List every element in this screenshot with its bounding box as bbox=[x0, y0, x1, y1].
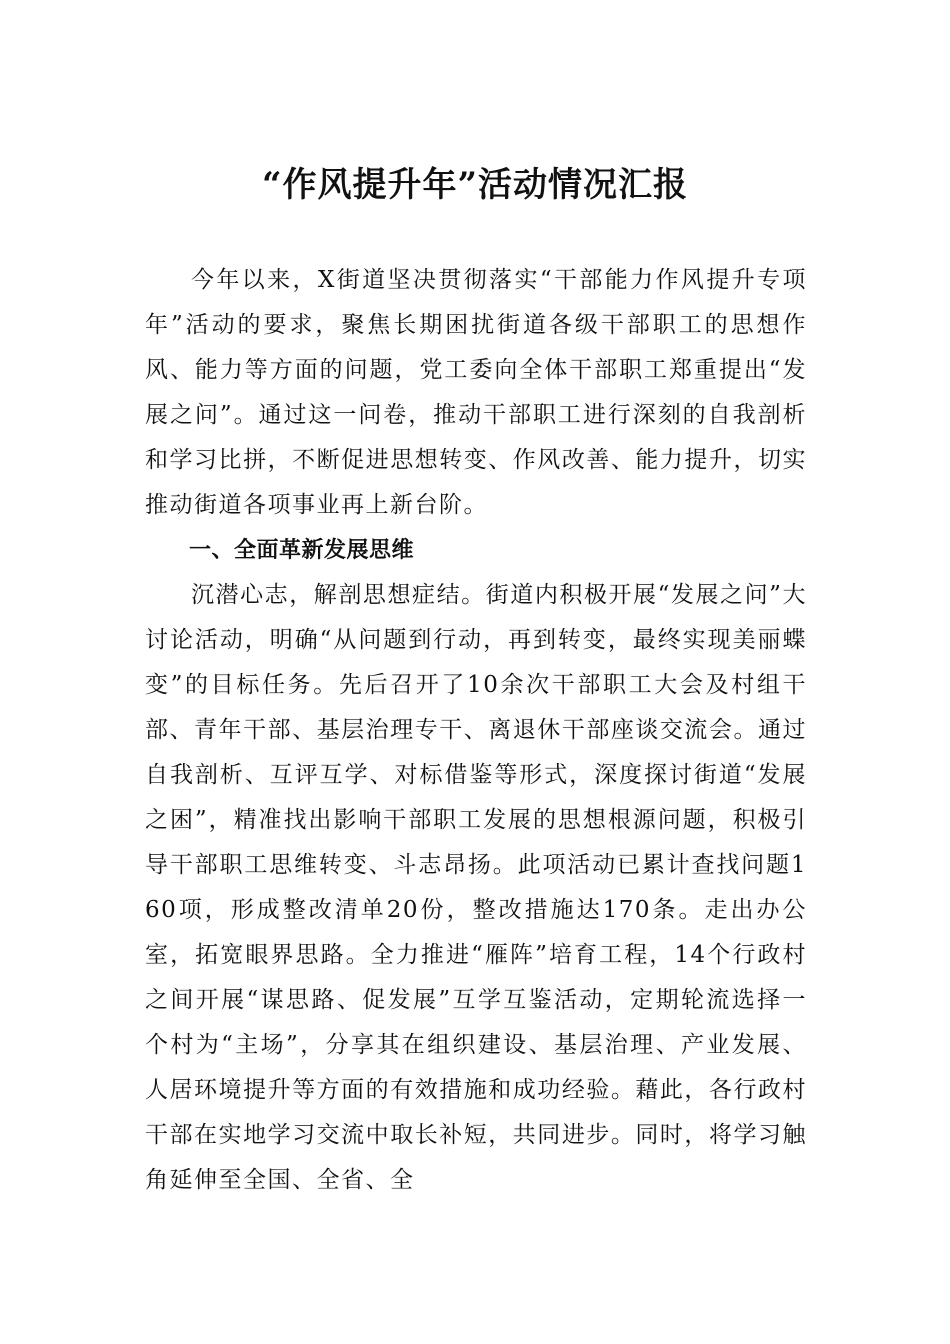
document-body bbox=[145, 258, 807, 1203]
section-paragraph: 沉潜心志，解剖思想症结。街道内积极开展“发展之问”大讨论活动，明确“从问题到行动，再到转变，最终实现美丽蝶变”的目标任务。先后召开了10余次干部职工大会及村组干部、青年干部、基层治理专干、离退休干部座谈交流会。通过自我剖析、互评互学、对标借鉴等形式，深度探讨街道“发展之困”，精准找出影响干部职工发展的思想根源问题，积极引导干部职工思维转变、斗志昂扬。此项活动已累计查找问题160项，形成整改清单20份，整改措施达170条。走出办公室，拓宽眼界思路。全力推进“雁阵”培育工程，14个行政村之间开展“谋思路、促发展”互学互鉴活动，定期轮流选择一个村为“主场”，分享其在组织建设、基层治理、产业发展、人居环境提升等方面的有效措施和成功经验。藉此，各行政村干部在实地学习交流中取长补短，共同进步。同时，将学习触角延伸至全国、全省、全 bbox=[145, 582, 807, 1193]
document-title: “作风提升年”活动情况汇报 bbox=[261, 165, 689, 205]
section-heading: 一、全面革新发展思维 bbox=[189, 538, 415, 563]
intro-paragraph: 今年以来，X街道坚决贯彻落实“干部能力作风提升专项年”活动的要求，聚焦长期困扰街道各级干部职工的思想作风、能力等方面的问题，党工委向全体干部职工郑重提出“发展之问”。通过这一问卷，推动干部职工进行深刻的自我剖析和学习比拼，不断促进思想转变、作风改善、能力提升，切实推动街道各项事业再上新台阶。 bbox=[145, 267, 807, 518]
